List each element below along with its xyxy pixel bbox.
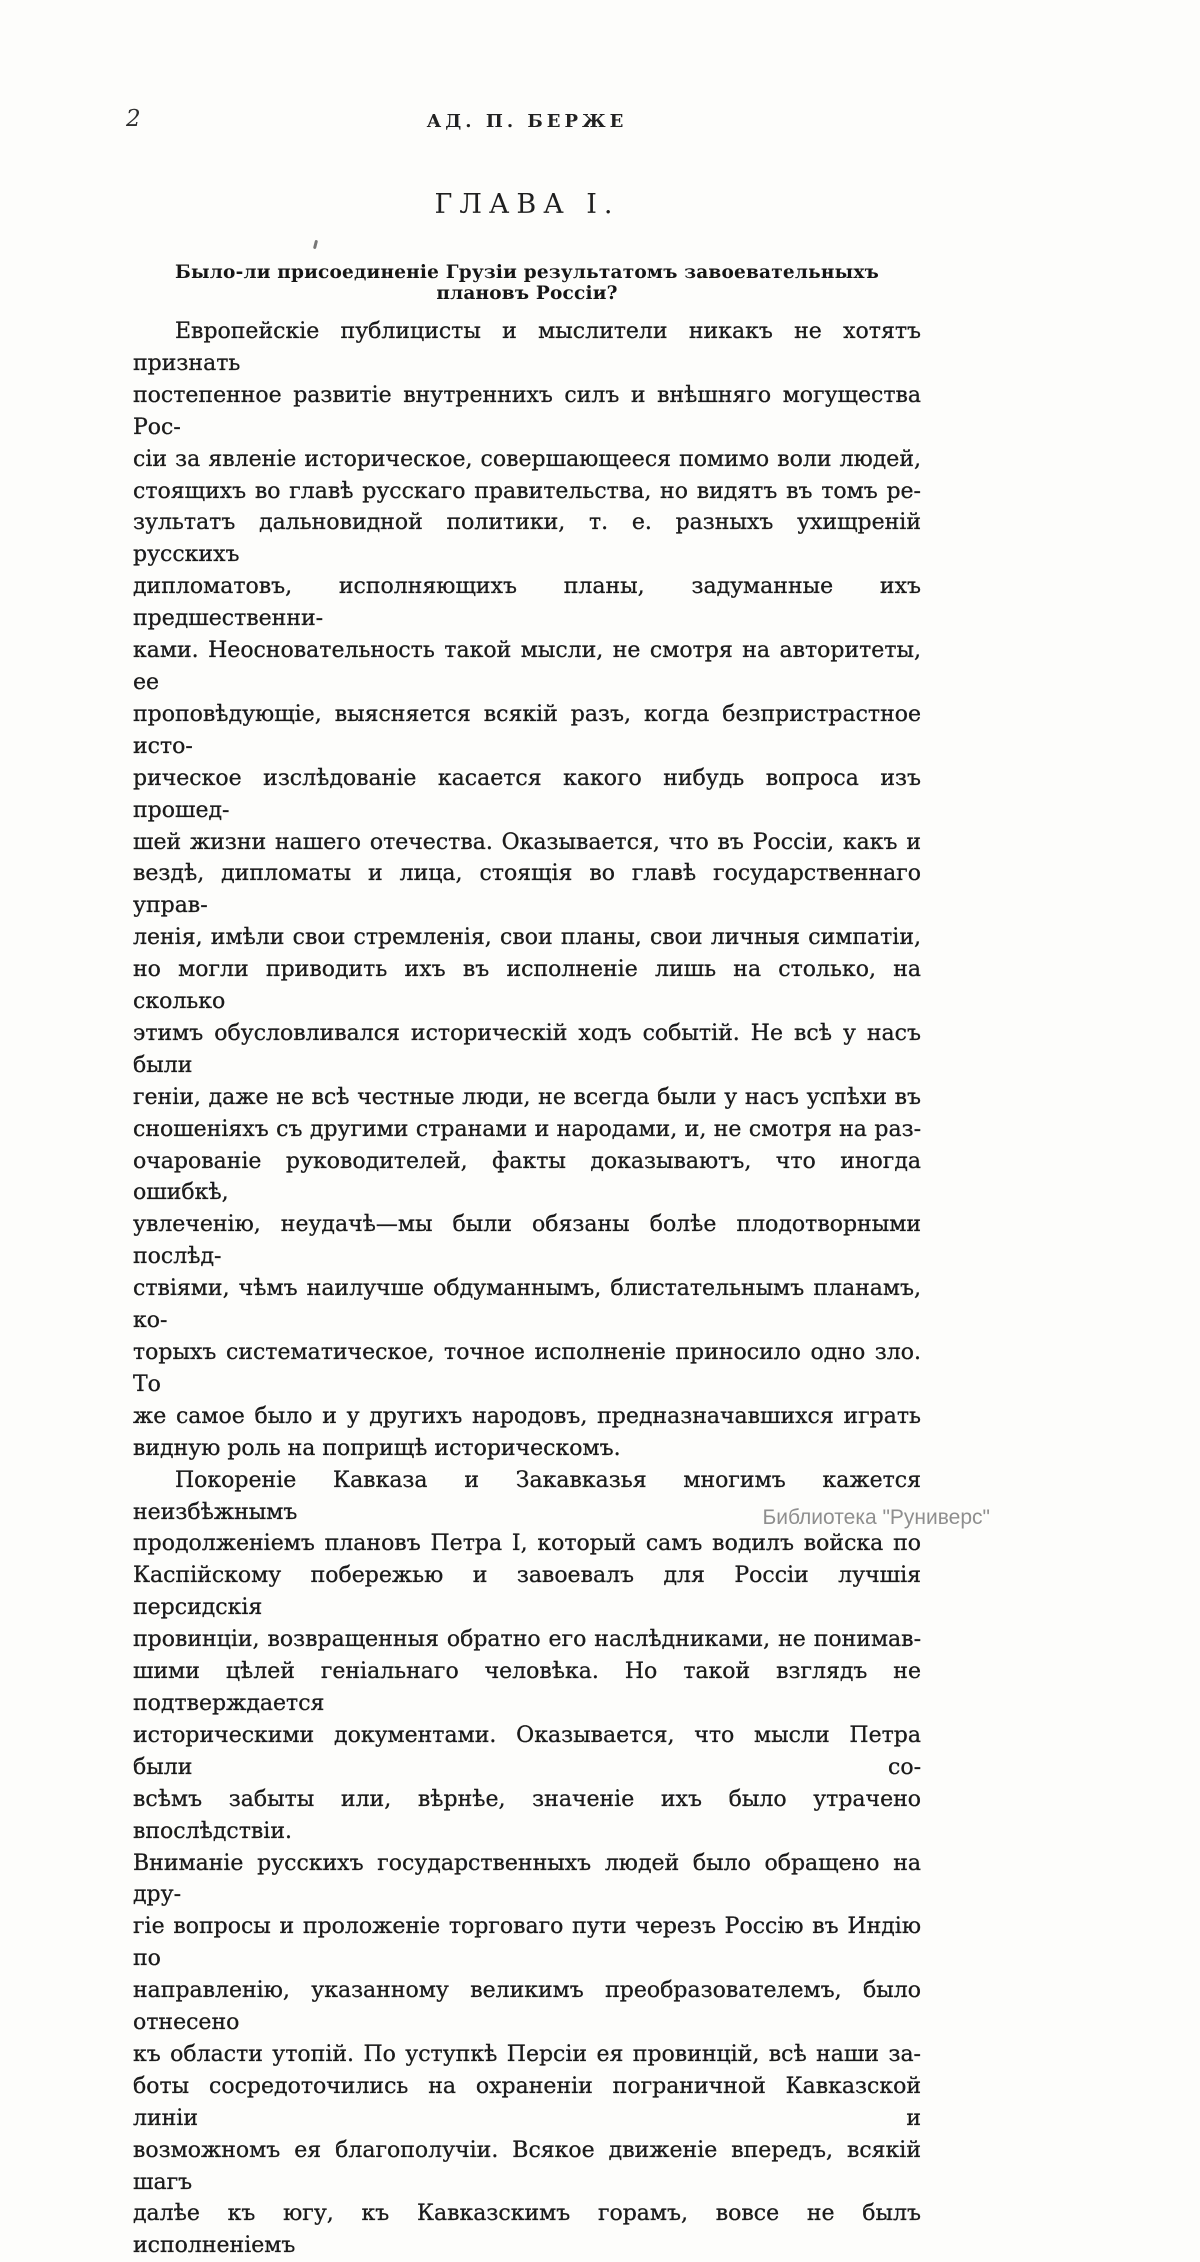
body-text [133, 316, 921, 2262]
text-line: зультатъ дальновидной политики, т. е. разныхъ ухищреній русскихъ [133, 510, 921, 568]
page-number: 2 [126, 106, 141, 132]
text-line: далѣе къ югу, къ Кавказскимъ горамъ, вовсе не былъ исполненіемъ [133, 2201, 921, 2259]
library-watermark: Библиотека "Руниверс" [762, 1506, 990, 1529]
text-line: но могли приводить ихъ въ исполненіе лишь на столько, на сколько [133, 957, 921, 1015]
text-line: торыхъ систематическое, точное исполненіе приносило одно зло. То [133, 1340, 921, 1397]
text-line: провинціи, возвращенныя обратно его наслѣдниками, не понимав- [133, 1627, 921, 1653]
text-line: очарованіе руководителей, факты доказываютъ, что иногда ошибкѣ, [133, 1148, 921, 1206]
text-line: шей жизни нашего отечества. Оказывается, что въ Россіи, какъ и [133, 829, 921, 855]
text-line: шими цѣлей геніальнаго человѣка. Но такой взглядъ не подтверждается [133, 1659, 921, 1716]
text-line: дипломатовъ, исполняющихъ планы, задуманные ихъ предшественни- [133, 574, 921, 632]
text-line: историческими документами. Оказывается, что мысли Петра были со- [133, 1722, 921, 1780]
text-line: стоящихъ во главѣ русскаго правительства, но видятъ въ томъ ре- [133, 478, 921, 504]
text-line: всѣмъ забыты или, вѣрнѣе, значеніе ихъ было утрачено впослѣдствіи. [133, 1786, 921, 1844]
text-line: сношеніяхъ съ другими странами и народами, и, не смотря на раз- [133, 1116, 921, 1142]
text-line: Вниманіе русскихъ государственныхъ людей было обращено на дру- [133, 1850, 921, 1908]
text-line: проповѣдующіе, выясняется всякій разъ, когда безпристрастное исто- [133, 701, 921, 759]
scan-speck [313, 240, 318, 249]
text-line: гіе вопросы и проложеніе торговаго пути черезъ Россію въ Индію по [133, 1914, 921, 1972]
text-line: Европейскіе публицисты и мыслители никакъ не хотятъ признать [133, 319, 921, 376]
text-line: увлеченію, неудачѣ—мы были обязаны болѣе плодотворными послѣд- [133, 1212, 921, 1270]
text-line: ствіями, чѣмъ наилучше обдуманнымъ, блистательнымъ планамъ, ко- [133, 1276, 921, 1334]
text-line: же самое было и у другихъ народовъ, предназначавшихся играть [133, 1403, 921, 1429]
text-line: видную роль на поприщѣ историческомъ. [133, 1435, 621, 1461]
text-line: направленію, указанному великимъ преобразователемъ, было отнесено [133, 1978, 921, 2036]
chapter-subtitle: Было-ли присоединеніе Грузіи результатомъ завоевательныхъ плановъ Россіи? [175, 262, 879, 304]
text-line: сіи за явленіе историческое, совершающееся помимо воли людей, [133, 446, 921, 472]
text-line: ками. Неосновательность такой мысли, не смотря на авторитеты, ее [133, 638, 921, 695]
text-line: этимъ обусловливался историческій ходъ событій. Не всѣ у насъ были [133, 1020, 921, 1078]
text-line: рическое изслѣдованіе касается какого нибудь вопроса изъ прошед- [133, 765, 921, 823]
text-line: продолженіемъ плановъ Петра I, который самъ водилъ войска по [133, 1531, 921, 1557]
text-line: постепенное развитіе внутреннихъ силъ и внѣшняго могущества Рос- [133, 382, 921, 440]
text-line: возможномъ ея благополучіи. Всякое движеніе впередъ, всякій шагъ [133, 2137, 921, 2195]
text-line: вездѣ, дипломаты и лица, стоящія во главѣ государственнаго управ- [133, 861, 921, 919]
text-line: Покореніе Кавказа и Закавказья многимъ кажется неизбѣжнымъ [133, 1467, 921, 1525]
text-line: къ области утопій. По уступкѣ Персіи ея провинцій, всѣ наши за- [133, 2041, 921, 2067]
text-line: Каспійскому побережью и завоевалъ для Россіи лучшія персидскія [133, 1563, 921, 1621]
running-header: АД. П. БЕРЖЕ [426, 111, 628, 132]
text-line: боты сосредоточились на охраненіи пограничной Кавказской линіи и [133, 2073, 921, 2131]
text-line: геніи, даже не всѣ честные люди, не всегда были у насъ успѣхи въ [133, 1084, 921, 1110]
text-line: ленія, имѣли свои стремленія, свои планы, свои личныя симпатіи, [133, 925, 921, 951]
chapter-heading: ГЛАВА I. [434, 189, 620, 220]
